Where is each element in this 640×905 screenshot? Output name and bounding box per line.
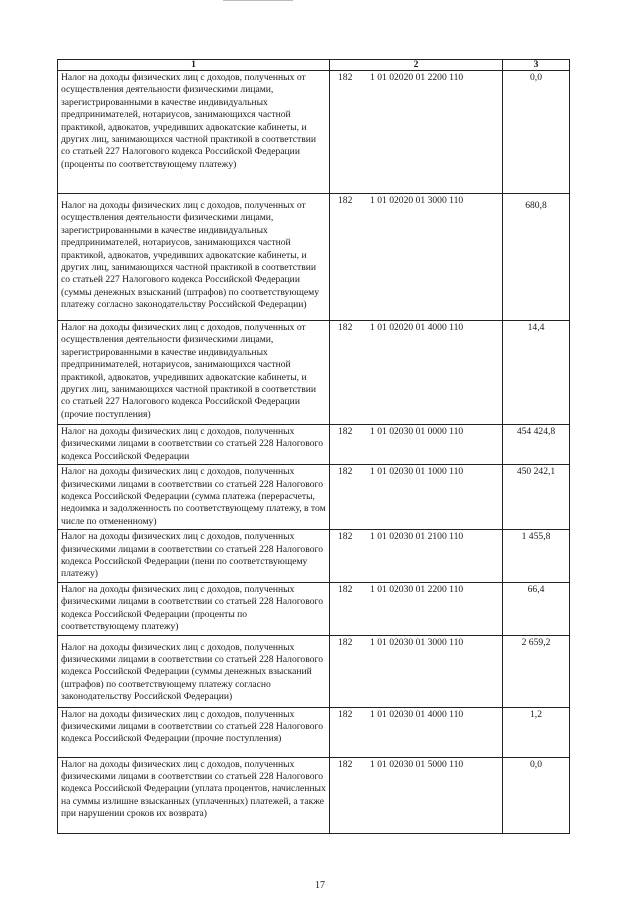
row-code-cell <box>330 635 503 707</box>
row-code-cell <box>330 582 503 635</box>
row-name: Налог на доходы физических лиц с доходов, полученных физическими лицами в соответствии со статьей 228 Налогового кодекса Российской Федерации (уплата процентов, начисленных на суммы излишне взысканных (уплаченных) платежей, а также при нарушении сроков их возврата) <box>58 757 330 833</box>
header-col-1: 1 <box>58 60 330 71</box>
table-row <box>58 530 570 583</box>
table-header-row <box>58 60 570 71</box>
page-number: 17 <box>315 880 325 891</box>
table-row <box>58 635 570 707</box>
row-value: 2 659,2 <box>503 635 570 707</box>
row-code-cell <box>330 71 503 194</box>
table-row <box>58 194 570 321</box>
row-code-cell <box>330 757 503 833</box>
row-name: Налог на доходы физических лиц с доходов, полученных физическими лицами в соответствии со статьей 228 Налогового кодекса Российской Федерации (проценты по соответствующему платежу) <box>58 582 330 635</box>
row-admin-code: 182 <box>338 583 353 595</box>
table-row <box>58 582 570 635</box>
row-value: 14,4 <box>503 321 570 425</box>
row-value: 1,2 <box>503 707 570 757</box>
row-budget-code: 1 01 02030 01 5000 110 <box>370 758 464 770</box>
row-code-cell <box>330 194 503 321</box>
table-row <box>58 425 570 465</box>
revenue-table <box>57 59 570 834</box>
row-value: 450 242,1 <box>503 465 570 530</box>
row-value: 0,0 <box>503 71 570 194</box>
scan-edge-mark <box>223 0 293 1</box>
header-col-3: 3 <box>503 60 570 71</box>
row-code-cell <box>330 465 503 530</box>
row-admin-code: 182 <box>338 72 353 83</box>
table-row <box>58 465 570 530</box>
row-admin-code: 182 <box>338 466 353 478</box>
row-name: Налог на доходы физических лиц с доходов, полученных от осуществления деятельности физическими лицами, зарегистрированными в качестве индивидуальных предпринимателей, нотариусов, занимающихся частной практикой, адвокатов, учредивших адвокатские кабинеты, и других лиц, занимающихся частной практикой в соответствии со статьей 227 Налогового кодекса Российской Федерации (суммы денежных взысканий (штрафов) по соответствующему платежу согласно законодательству Российской Федерации) <box>58 194 330 321</box>
row-value: 0,0 <box>503 757 570 833</box>
row-code-cell <box>330 707 503 757</box>
row-budget-code: 1 01 02030 01 0000 110 <box>370 426 464 437</box>
row-code-cell <box>330 321 503 425</box>
row-admin-code: 182 <box>338 426 353 437</box>
row-code-cell <box>330 425 503 465</box>
row-code-cell <box>330 530 503 583</box>
row-name: Налог на доходы физических лиц с доходов, полученных физическими лицами в соответствии со статьей 228 Налогового кодекса Российской Федерации (прочие поступления) <box>58 707 330 757</box>
table-row <box>58 71 570 194</box>
row-name: Налог на доходы физических лиц с доходов, полученных от осуществления деятельности физическими лицами, зарегистрированными в качестве индивидуальных предпринимателей, нотариусов, занимающихся частной практикой, адвокатов, учредивших адвокатские кабинеты, и других лиц, занимающихся частной практикой в соответствии со статьей 227 Налогового кодекса Российской Федерации (прочие поступления) <box>58 321 330 425</box>
row-budget-code: 1 01 02030 01 1000 110 <box>370 466 464 478</box>
row-value: 680,8 <box>503 194 570 321</box>
row-name: Налог на доходы физических лиц с доходов, полученных физическими лицами в соответствии со статьей 228 Налогового кодекса Российской Федерации (суммы денежных взысканий (штрафов) по соответствующему платежу согласно законодательству Российской Федерации) <box>58 635 330 707</box>
row-admin-code: 182 <box>338 636 353 648</box>
row-name: Налог на доходы физических лиц с доходов, полученных физическими лицами в соответствии со статьей 228 Налогового кодекса Российской Федерации (сумма платежа (перерасчеты, недоимка и задолженность по соответствующему платежу, в том числе по отмененному) <box>58 465 330 530</box>
row-budget-code: 1 01 02020 01 4000 110 <box>370 322 464 333</box>
row-value: 454 424,8 <box>503 425 570 465</box>
row-budget-code: 1 01 02030 01 2100 110 <box>370 531 464 543</box>
row-budget-code: 1 01 02030 01 2200 110 <box>370 583 464 595</box>
row-admin-code: 182 <box>338 758 353 770</box>
header-col-2: 2 <box>330 60 503 71</box>
row-budget-code: 1 01 02020 01 3000 110 <box>370 195 464 206</box>
row-budget-code: 1 01 02030 01 3000 110 <box>370 636 464 648</box>
row-admin-code: 182 <box>338 195 353 206</box>
row-admin-code: 182 <box>338 708 353 720</box>
table-row <box>58 757 570 833</box>
table-row <box>58 707 570 757</box>
row-budget-code: 1 01 02030 01 4000 110 <box>370 708 464 720</box>
row-name: Налог на доходы физических лиц с доходов, полученных от осуществления деятельности физическими лицами, зарегистрированными в качестве индивидуальных предпринимателей, нотариусов, занимающихся частной практикой, адвокатов, учредивших адвокатские кабинеты, и других лиц, занимающихся частной практикой в соответствии со статьей 227 Налогового кодекса Российской Федерации (проценты по соответствующему платежу) <box>58 71 330 194</box>
row-admin-code: 182 <box>338 322 353 333</box>
row-name: Налог на доходы физических лиц с доходов, полученных физическими лицами в соответствии со статьей 228 Налогового кодекса Российской Федерации (пени по соответствующему платежу) <box>58 530 330 583</box>
row-admin-code: 182 <box>338 531 353 543</box>
table-row <box>58 321 570 425</box>
row-value: 1 455,8 <box>503 530 570 583</box>
row-value: 66,4 <box>503 582 570 635</box>
row-name: Налог на доходы физических лиц с доходов, полученных физическими лицами в соответствии со статьей 228 Налогового кодекса Российской Федерации <box>58 425 330 465</box>
row-budget-code: 1 01 02020 01 2200 110 <box>370 72 464 83</box>
